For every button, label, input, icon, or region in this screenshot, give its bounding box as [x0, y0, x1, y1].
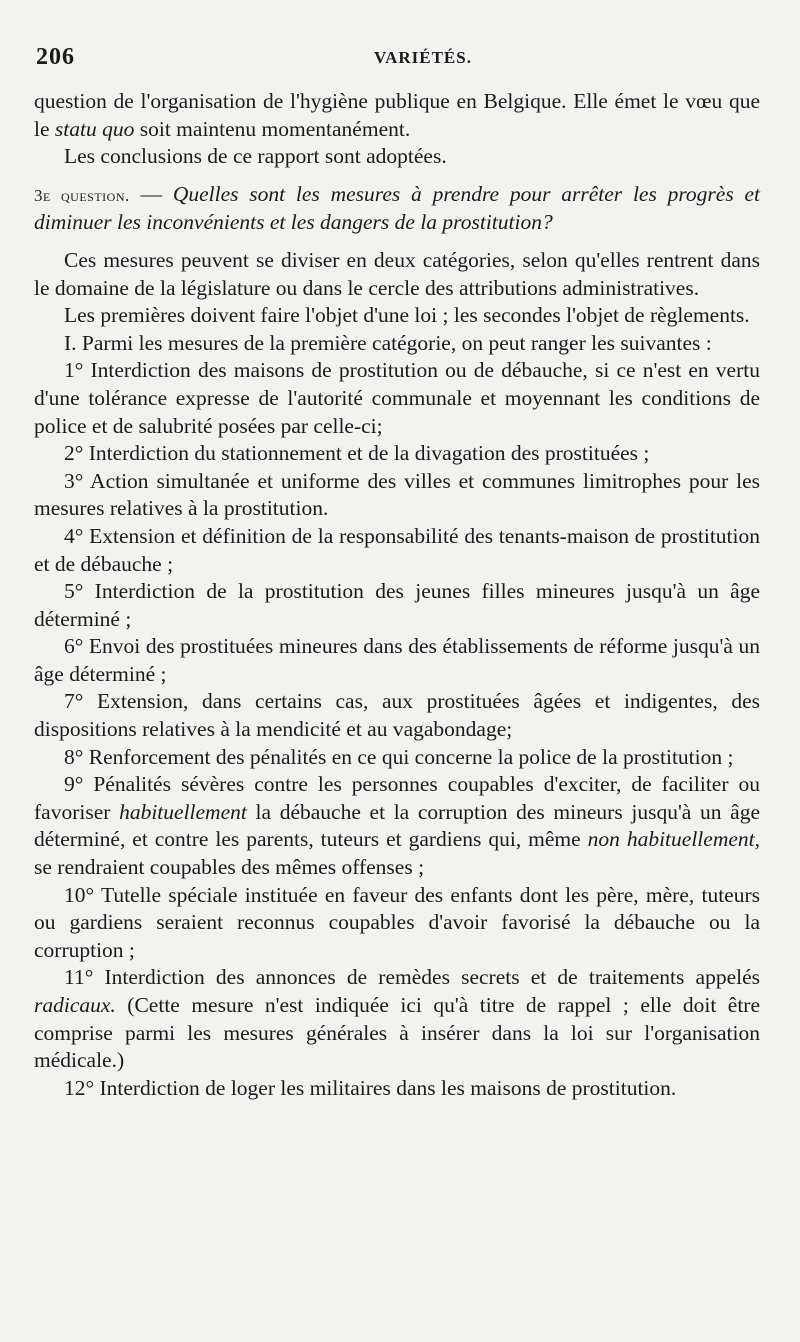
text-run: 2° Interdiction du stationnement et de la divagation des prostituées ; — [64, 441, 650, 466]
text-run: I. Parmi les mesures de la première catégorie, on peut ranger les suivantes : — [64, 330, 712, 355]
small-caps-text: 3e question. — [34, 185, 130, 205]
paragraph-p15 — [34, 771, 760, 881]
text-run: , se rendraient coupables des mêmes offenses ; — [34, 827, 760, 880]
paragraph-p17 — [34, 964, 760, 1074]
paragraph-p16 — [34, 882, 760, 965]
italic-text: statu quo — [54, 116, 135, 141]
paragraph-p3 — [34, 181, 760, 237]
text-run: 11° Interdiction des annonces de remèdes secrets et de traitements appelés — [64, 965, 760, 990]
italic-text: radicaux. — [34, 993, 116, 1017]
text-run: question de l'organisation de l'hygiène publique en Belgique. Elle émet le vœu que le — [34, 89, 760, 141]
text-run: — — [129, 181, 173, 206]
paragraph-p14 — [34, 744, 760, 772]
text-run: 7° Extension, dans certains cas, aux prostituées âgées et indigentes, des dispositions relatives à la mendicité et au vagabondage; — [34, 689, 760, 742]
text-run: Les conclusions de ce rapport sont adoptées. — [64, 144, 447, 169]
paragraph-p11 — [34, 578, 760, 633]
text-run: 3° Action simultanée et uniforme des villes et communes limitrophes pour les mesures relatives à la prostitution. — [34, 468, 760, 521]
paragraph-p7 — [34, 357, 760, 440]
italic-text: habituellement — [119, 799, 247, 824]
paragraph-p8 — [34, 440, 760, 468]
text-run: 12° Interdiction de loger les militaires dans les maisons de prostitution. — [64, 1075, 677, 1100]
paragraph-p13 — [34, 688, 760, 743]
text-run: 1° Interdiction des maisons de prostitution ou de débauche, si ce n'est en vertu d'une tolérance expresse de l'autorité communale et moyennant les conditions de police et de salubrité posées par celle-ci; — [34, 358, 760, 438]
text-run: 6° Envoi des prostituées mineures dans des établissements de réforme jusqu'à un âge déterminé ; — [34, 634, 760, 686]
running-title: VARIÉTÉS. — [374, 48, 472, 67]
paragraph-p1 — [34, 88, 760, 143]
text-run: soit maintenu momentanément. — [134, 116, 411, 141]
italic-text: non habituellement — [587, 827, 755, 852]
text-run: Ces mesures peuvent se diviser en deux catégories, selon qu'elles rentrent dans le domaine de la législature ou dans le cercle des attributions administratives. — [34, 247, 760, 300]
text-run: Les premières doivent faire l'objet d'une loi ; les secondes l'objet de règlements. — [64, 303, 750, 328]
paragraph-p18 — [34, 1075, 760, 1103]
text-run: 10° Tutelle spéciale instituée en faveur des enfants dont les père, mère, tuteurs ou gardiens seraient reconnus coupables d'avoir favorisé la débauche ou la corruption ; — [34, 882, 760, 962]
page-header — [34, 40, 760, 88]
paragraph-p2 — [34, 143, 760, 171]
paragraph-p12 — [34, 633, 760, 688]
text-run: 9° Pénalités sévères contre les personnes coupables d'exciter, de faciliter ou favoriser — [34, 772, 760, 824]
paragraph-p6 — [34, 330, 760, 358]
text-run: 4° Extension et définition de la responsabilité des tenants-maison de prostitution et de débauche ; — [34, 523, 760, 576]
paragraph-p10 — [34, 523, 760, 578]
paragraph-p4 — [34, 247, 760, 302]
page-number: 206 — [36, 44, 75, 70]
paragraph-p5 — [34, 302, 760, 330]
italic-text: Quelles sont les mesures à prendre pour arrêter les progrès et diminuer les inconvénients et les dangers de la prostitution? — [34, 181, 761, 235]
body-text — [34, 88, 760, 1102]
paragraph-p9 — [34, 468, 760, 523]
text-run: la débauche et la corruption des mineurs jusqu'à un âge déterminé, et contre les parents, tuteurs et gardiens qui, même — [34, 799, 761, 852]
text-run: 5° Interdiction de la prostitution des jeunes filles mineures jusqu'à un âge déterminé ; — [34, 579, 760, 631]
text-run: (Cette mesure n'est indiquée ici qu'à titre de rappel ; elle doit être comprise parmi les mesures générales à insérer dans la loi sur l'organisation médicale.) — [34, 993, 760, 1073]
text-run: 8° Renforcement des pénalités en ce qui concerne la police de la prostitution ; — [64, 744, 734, 769]
